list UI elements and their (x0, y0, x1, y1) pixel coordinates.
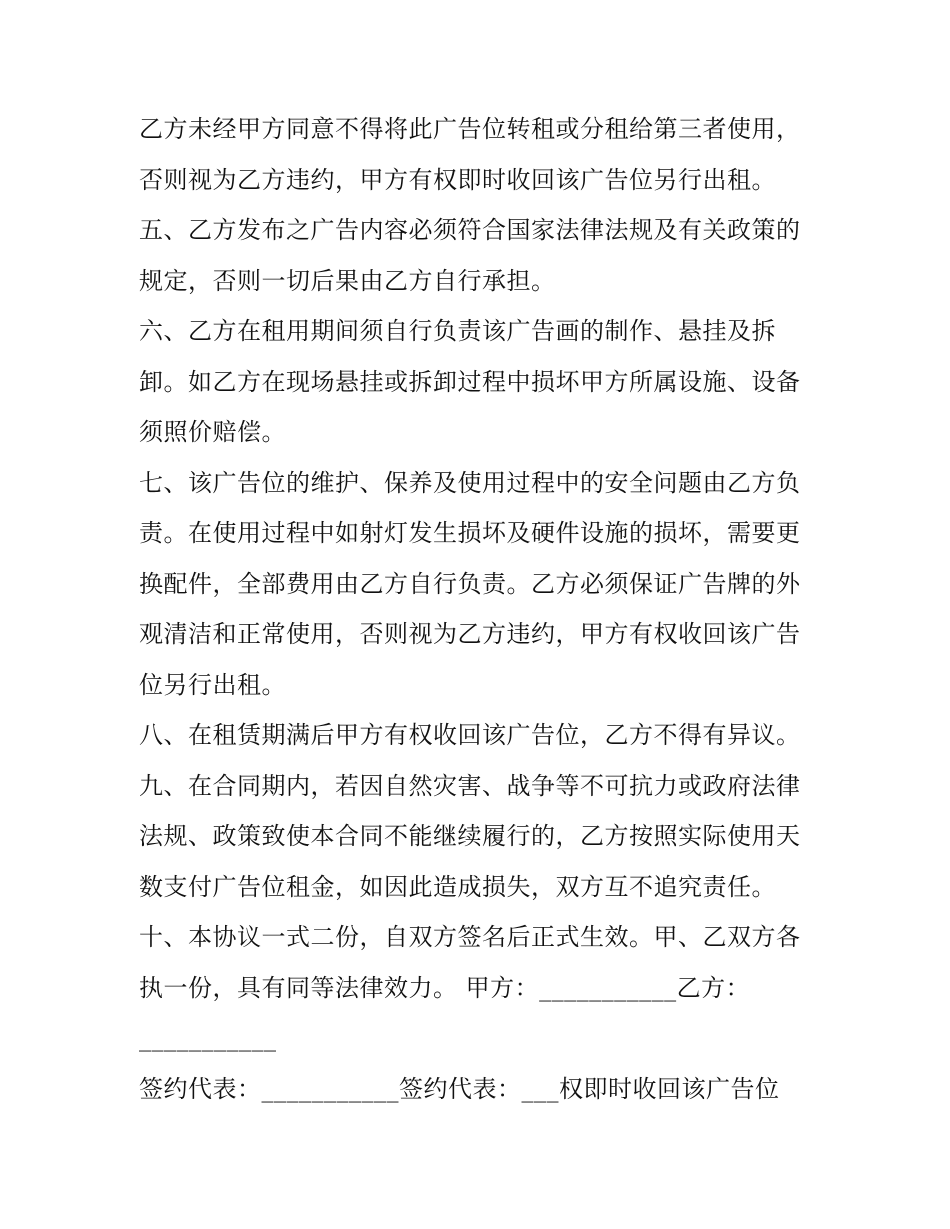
text-line: 卸。如乙方在现场悬挂或拆卸过程中损坏甲方所属设施、设备 (139, 367, 801, 396)
text-line: 换配件，全部费用由乙方自行负责。乙方必须保证广告牌的外 (139, 569, 801, 598)
clause-10: 十、本协议一式二份，自双方签名后正式生效。甲、乙双方各 (139, 923, 801, 951)
text-line: 位另行出租。 (139, 670, 286, 699)
text-line: 规定，否则一切后果由乙方自行承担。 (139, 266, 556, 295)
clause-7: 七、该广告位的维护、保养及使用过程中的安全问题由乙方负 (139, 468, 801, 497)
signature-line-parties: 执一份，具有同等法律效力。 甲方：___________乙方： (139, 973, 751, 1002)
signature-line-representatives: 签约代表：___________签约代表：___权即时收回该广告位 (139, 1074, 780, 1103)
clause-5: 五、乙方发布之广告内容必须符合国家法律法规及有关政策的 (139, 216, 801, 244)
text-line: 否则视为乙方违约，甲方有权即时收回该广告位另行出租。 (139, 165, 776, 194)
clause-9: 九、在合同期内，若因自然灾害、战争等不可抗力或政府法律 (139, 771, 801, 800)
text-line: 观清洁和正常使用，否则视为乙方违约，甲方有权收回该广告 (139, 620, 801, 648)
text-line: 须照价赔偿。 (139, 418, 286, 446)
contract-body (139, 104, 819, 1114)
text-line: 法规、政策致使本合同不能继续履行的，乙方按照实际使用天 (139, 822, 801, 850)
text-line: 乙方未经甲方同意不得将此广告位转租或分租给第三者使用， (139, 115, 801, 143)
text-line: 责。在使用过程中如射灯发生损坏及硬件设施的损坏，需要更 (139, 519, 801, 547)
clause-6: 六、乙方在租用期间须自行负责该广告画的制作、悬挂及拆 (139, 317, 776, 345)
text-line: 数支付广告位租金，如因此造成损失，双方互不追究责任。 (139, 872, 776, 901)
signature-blank: ___________ (139, 1024, 277, 1052)
clause-8: 八、在租赁期满后甲方有权收回该广告位，乙方不得有异议。 (139, 721, 801, 749)
